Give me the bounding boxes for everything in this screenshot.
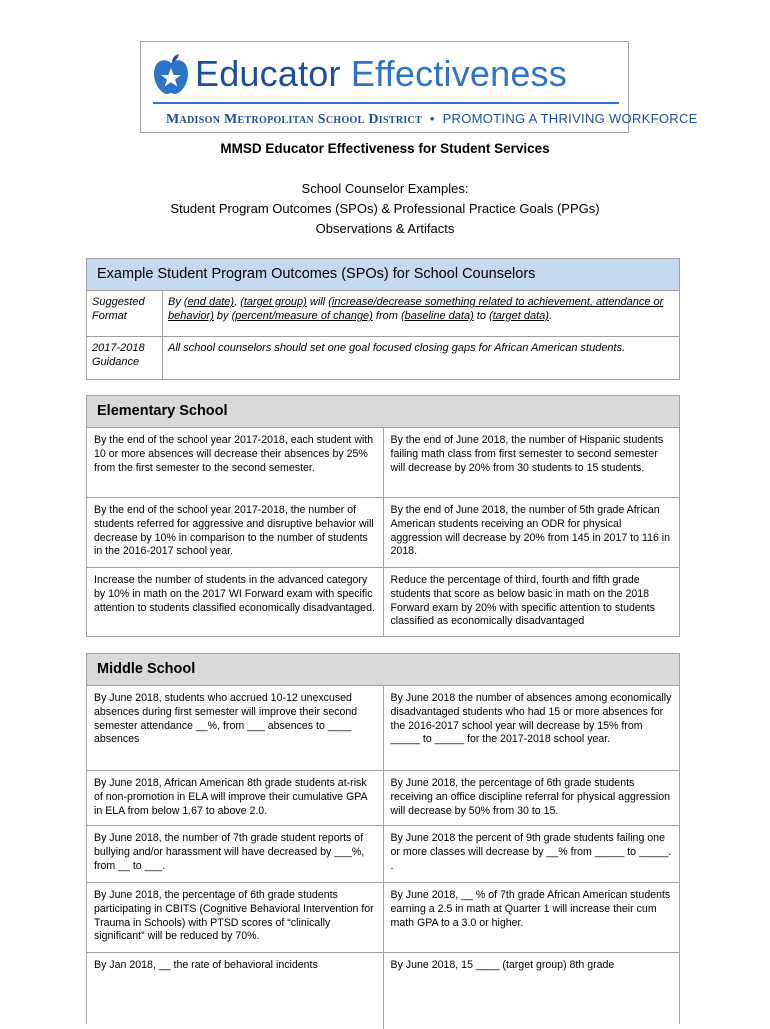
measure-placeholder: (percent/measure of change)	[231, 310, 373, 322]
document-title: MMSD Educator Effectiveness for Student Services	[220, 141, 550, 156]
table-cell: By the end of the school year 2017-2018, each student with 10 or more absences will decrease their absences by 25% from the first semester to the second semester.	[87, 428, 384, 497]
spo-table	[86, 258, 680, 380]
table-row	[87, 826, 679, 883]
guidance-text: All school counselors should set one goal focused closing gaps for African American students.	[168, 342, 626, 354]
logo-tagline: PROMOTING A THRIVING WORKFORCE	[442, 111, 698, 126]
logo-subtitle	[166, 111, 698, 128]
apple-star-icon	[151, 52, 191, 96]
suggested-format-text: By (end date), (target group) will (increase/decrease something related to achievement, attendance or behavior) by (percent/measure of change) from (baseline data) to (target data).	[168, 296, 664, 322]
middle-heading: Middle School	[87, 654, 679, 686]
logo-word-effectiveness: Effectiveness	[350, 53, 567, 94]
subtitle-line-1: School Counselor Examples:	[301, 181, 469, 196]
target-data-placeholder: (target data)	[489, 310, 549, 322]
table-row	[87, 686, 679, 771]
table-cell: By June 2018, the number of 7th grade student reports of bullying and/or harassment will have decreased by ___%, from __ to ___.	[87, 826, 384, 882]
logo	[140, 41, 698, 133]
table-cell: By June 2018, the percentage of 6th grade students participating in CBITS (Cognitive Behavioral Intervention for Trauma in Schools) with PTSD scores of “clinically significant” will be reduced by 70%.	[87, 883, 384, 952]
elementary-table	[86, 395, 680, 637]
spo-format-row	[87, 291, 679, 337]
table-cell: Increase the number of students in the advanced category by 10% in math on the 2017 WI Forward exam with specific attention to students classified economically disadvantaged.	[87, 568, 384, 636]
elementary-heading: Elementary School	[87, 396, 679, 428]
table-cell: By June 2018, the percentage of 6th grade students receiving an office discipline referral for physical aggression will decrease by 50% from 30 to 15.	[390, 777, 671, 817]
table-cell: By June 2018 the percent of 9th grade students failing one or more classes will decrease by __% from _____ to _____. .	[390, 832, 672, 872]
table-cell: By the end of June 2018, the number of 5th grade African American students receiving an ODR for physical aggression will decrease by 20% from 145 in 2017 to 116 in 2018.	[390, 504, 671, 558]
table-row	[87, 498, 679, 568]
end-date-placeholder: (end date)	[183, 296, 235, 308]
change-placeholder: (increase/decrease something related to achievement, attendance or behavior)	[168, 296, 664, 322]
target-group-placeholder: (target group)	[240, 296, 307, 308]
table-cell: By the end of June 2018, the number of Hispanic students failing math class from first semester to second semester will decrease by 20% from 30 students to 15 students.	[390, 434, 664, 474]
logo-word-educator: Educator	[195, 53, 341, 94]
logo-bullet: •	[429, 111, 435, 126]
table-cell: By June 2018 the number of absences among economically disadvantaged students who had 15 or more absences for the 2016-2017 school year will decrease by 15% from _____ to _____ for the 2017-2018 school year.	[390, 692, 672, 746]
table-row	[87, 953, 679, 1029]
table-row	[87, 428, 679, 498]
table-cell: By the end of the school year 2017-2018, the number of students referred for aggressive and disruptive behavior will decrease by 10% in comparison to the number of students in the 2016-2017 school year.	[87, 498, 384, 567]
guidance-label: 2017-2018 Guidance	[87, 337, 163, 379]
logo-rule	[153, 102, 619, 104]
subtitle-line-3: Observations & Artifacts	[315, 221, 455, 236]
logo-district: Madison Metropolitan School District	[166, 112, 423, 127]
table-cell: Reduce the percentage of third, fourth and fifth grade students that score as below basic in math on the 2018 Forward exam by 20% with specific attention to students classified as economically disadvantaged	[390, 574, 655, 628]
table-row	[87, 568, 679, 636]
baseline-placeholder: (baseline data)	[400, 310, 474, 322]
table-cell: By June 2018, students who accrued 10-12 unexcused absences during first semester will improve their second semester attendance __%, from ___ absences to ____ absences	[87, 686, 384, 770]
logo-title	[195, 54, 567, 94]
table-row	[87, 771, 679, 826]
table-row	[87, 883, 679, 953]
suggested-format-label: Suggested Format	[87, 291, 163, 336]
spo-table-heading: Example Student Program Outcomes (SPOs) for School Counselors	[87, 259, 679, 291]
table-cell: By June 2018, African American 8th grade students at-risk of non-promotion in ELA will improve their cumulative GPA in ELA from below 1.67 to above 2.0.	[87, 771, 384, 825]
spo-guidance-row	[87, 337, 679, 379]
table-cell: By June 2018, __ % of 7th grade African American students earning a 2.5 in math at Quarter 1 will increase their cum math GPA to a 3.0 or higher.	[390, 889, 671, 929]
table-cell: By Jan 2018, __ the rate of behavioral incidents	[87, 953, 384, 1029]
middle-table	[86, 653, 680, 1024]
subtitle-line-2: Student Program Outcomes (SPOs) & Professional Practice Goals (PPGs)	[170, 201, 600, 216]
table-cell: By June 2018, 15 ____ (target group) 8th grade	[390, 959, 615, 971]
